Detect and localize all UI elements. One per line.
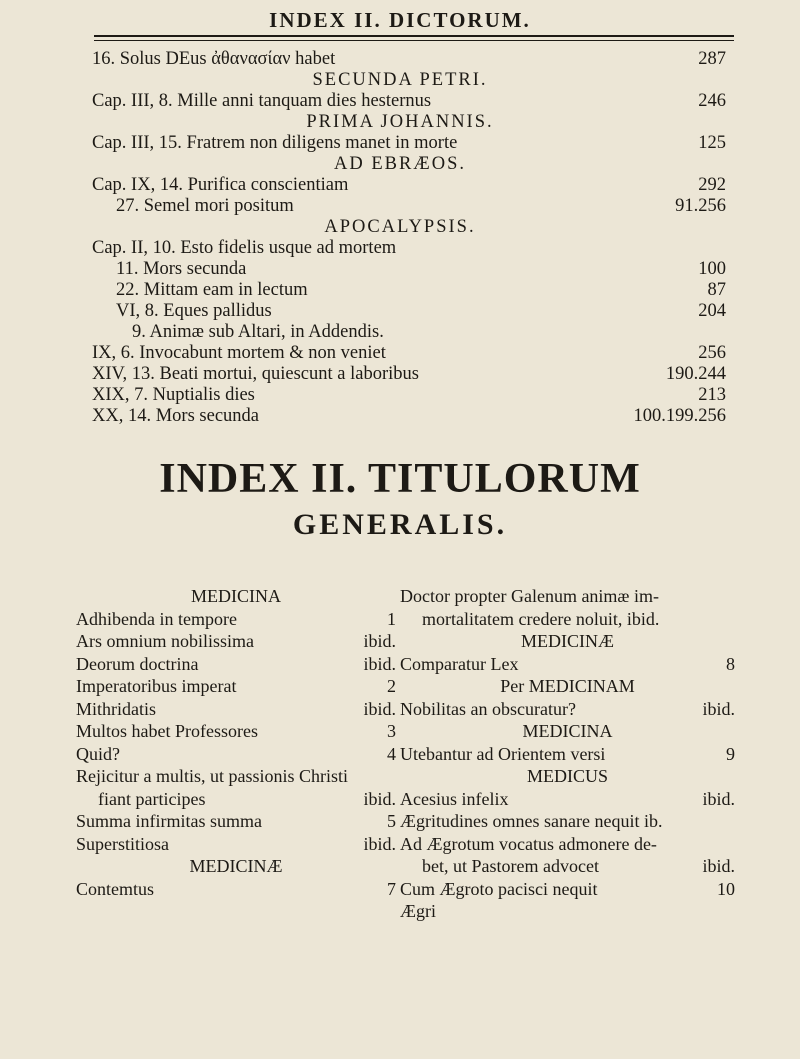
index-subtitle: GENERALIS.	[292, 508, 508, 541]
section-heading: AD EBRÆOS.	[333, 154, 467, 174]
index-entry: VI, 8. Eques pallidus	[116, 301, 272, 321]
page-reference: ibid.	[363, 788, 396, 809]
index-entry: 16. Solus DEus ἀθανασίαν habet	[92, 49, 336, 69]
index-entry: Cap. IX, 14. Purifica conscientiam	[92, 175, 349, 195]
index-entry: XIX, 7. Nuptialis dies	[92, 385, 255, 405]
index-entry: 11. Mors secunda	[116, 259, 247, 279]
page-reference: 213	[698, 385, 726, 405]
page-reference: 7	[387, 878, 396, 899]
page-reference: 91.256	[675, 196, 726, 216]
index-entry: Mithridatis	[76, 698, 156, 719]
page-reference: 246	[698, 91, 726, 111]
index-entry: Ægritudines omnes sanare nequit ib.	[400, 811, 663, 831]
index-entry: Cap. III, 15. Fratrem non diligens manet in morte	[92, 133, 458, 153]
page-reference: 2	[387, 676, 396, 696]
column-heading: Per MEDICINAM	[500, 676, 635, 696]
index-entry: Summa infirmitas summa	[76, 811, 262, 831]
page-reference: 10	[717, 878, 735, 899]
page-reference: 3	[387, 721, 396, 741]
index-entry: Imperatoribus imperat	[76, 676, 237, 696]
index-entry: XX, 14. Mors secunda	[92, 406, 259, 426]
index-entry: IX, 6. Invocabunt mortem & non veniet	[92, 343, 386, 363]
section-heading: PRIMA JOHANNIS.	[306, 112, 494, 132]
index-entry: 27. Semel mori positum	[116, 196, 294, 216]
column-heading: MEDICINA	[522, 721, 613, 741]
page-reference: 125	[698, 133, 726, 153]
page-reference: 4	[387, 743, 396, 764]
index-entry: Nobilitas an obscuratur?	[400, 698, 576, 719]
index-entry: Ars omnium nobilissima	[76, 631, 255, 651]
header-rule	[94, 35, 734, 37]
index-entry: Multos habet Professores	[76, 721, 258, 741]
index-entry: Adhibenda in tempore	[76, 608, 237, 629]
page-reference: ibid.	[363, 833, 396, 854]
index-entry: Rejicitur a multis, ut passionis Christi	[76, 766, 348, 786]
page-reference: 292	[698, 175, 726, 195]
page-reference: ibid.	[363, 653, 396, 674]
column-heading: MEDICUS	[526, 766, 608, 786]
index-entry: fiant participes	[98, 788, 206, 809]
index-entry: Acesius infelix	[400, 788, 509, 809]
page-reference: ibid.	[702, 788, 735, 809]
page-reference: 1	[387, 608, 396, 629]
page-reference: 100.199.256	[633, 406, 726, 426]
index-entry: Comparatur Lex	[400, 653, 519, 674]
index-entry: Contemtus	[76, 878, 155, 899]
page-reference: 204	[698, 301, 726, 321]
index-entry: Quid?	[76, 743, 120, 764]
index-entry: Ægri	[400, 901, 436, 921]
page-reference: 100	[698, 259, 726, 279]
index-entry: Superstitiosa	[76, 833, 169, 854]
page-reference: 256	[698, 343, 726, 363]
index-entry: mortalitatem credere noluit, ibid.	[422, 608, 660, 629]
index-entry: Deorum doctrina	[76, 653, 199, 674]
page-reference: ibid.	[363, 698, 396, 719]
page-reference: 190.244	[665, 364, 726, 384]
index-entry: Cap. II, 10. Esto fidelis usque ad mortem	[92, 238, 397, 258]
index-entry: Doctor propter Galenum animæ im-	[400, 586, 659, 606]
column-heading: MEDICINÆ	[521, 631, 614, 651]
header-rule-thin	[94, 40, 734, 41]
index-entry: Utebantur ad Orientem versi	[400, 743, 606, 764]
page-reference: ibid.	[363, 631, 396, 651]
page-reference: 287	[698, 49, 726, 69]
index-entry: XIV, 13. Beati mortui, quiescunt a laboribus	[92, 364, 419, 384]
page-reference: 5	[387, 811, 396, 831]
page-reference: 8	[726, 653, 735, 674]
index-entry: 9. Animæ sub Altari, in Addendis.	[132, 322, 384, 342]
index-entry: Cap. III, 8. Mille anni tanquam dies hesternus	[92, 91, 432, 111]
section-heading: APOCALYPSIS.	[324, 217, 476, 237]
index-entry: 22. Mittam eam in lectum	[116, 280, 308, 300]
index-entry: bet, ut Pastorem advocet	[422, 856, 599, 876]
page-reference: ibid.	[702, 856, 735, 876]
section-heading: SECUNDA PETRI.	[312, 70, 488, 90]
page-reference: ibid.	[702, 698, 735, 719]
column-heading: MEDICINA	[191, 586, 281, 606]
column-heading: MEDICINÆ	[189, 856, 283, 876]
index-entry: Cum Ægroto pacisci nequit	[400, 878, 598, 899]
page-reference: 9	[726, 743, 735, 764]
running-head: INDEX II. DICTORUM.	[269, 8, 531, 32]
page-reference: 87	[707, 280, 726, 300]
index-title: INDEX II. TITULORUM	[159, 456, 641, 502]
index-entry: Ad Ægrotum vocatus admonere de-	[400, 833, 657, 854]
